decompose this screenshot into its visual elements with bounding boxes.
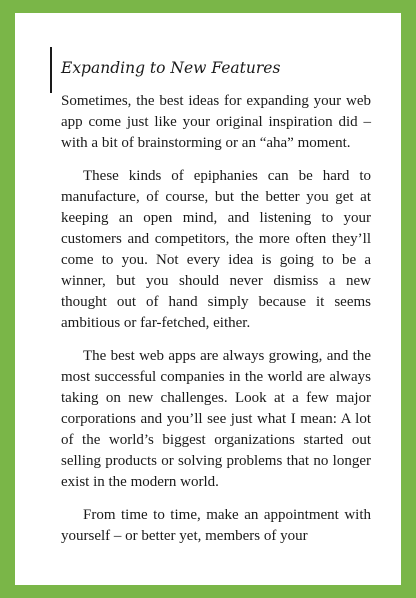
paragraph-1: Sometimes, the best ideas for expanding your web app come just like your original inspiration did – with a bit of brainstorming or an “aha” moment.	[61, 93, 371, 151]
heading-accent-bar	[50, 47, 52, 93]
paragraph-4: From time to time, make an appointment with yourself – or better yet, members of your	[61, 507, 371, 544]
paragraph-2: These kinds of epiphanies can be hard to manufacture, of course, but the better you get at keeping an open mind, and listening to your customers and competitors, the more often they’ll come to you. Not every idea is going to be a winner, but you should never dismiss a new thought out of hand simply because it seems ambitious or far-fetched, either.	[61, 168, 371, 331]
body-text	[61, 91, 371, 559]
section-heading: Expanding to New Features	[61, 59, 281, 77]
paragraph-3: The best web apps are always growing, and the most successful companies in the world are always taking on new challenges. Look at a few major corporations and you’ll see just what I mean: A lot of the world’s biggest organizations started out selling products or solving problems that no longer exist in the modern world.	[61, 348, 371, 490]
book-page	[15, 13, 401, 585]
